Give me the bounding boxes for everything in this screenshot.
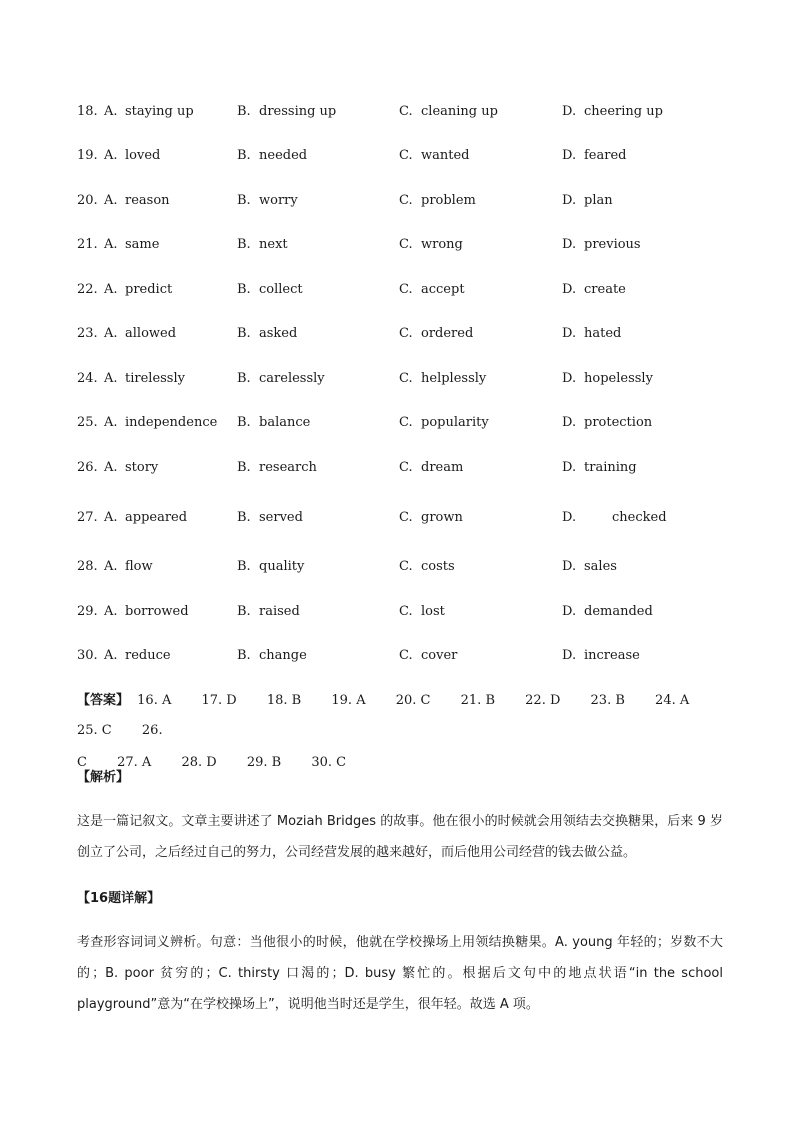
answer-item: 28. D xyxy=(181,755,217,770)
option-b: collect xyxy=(259,282,303,297)
option-c: popularity xyxy=(421,415,489,430)
question-number: 20. xyxy=(77,193,98,208)
answer-item: 24. A xyxy=(655,693,690,708)
option-a: borrowed xyxy=(125,604,189,619)
option-letter: A. xyxy=(104,559,118,574)
option-letter: A. xyxy=(104,415,118,430)
option-letter: D. xyxy=(562,326,577,341)
option-letter: A. xyxy=(104,510,118,525)
option-a: loved xyxy=(125,148,161,163)
answer-item: 26. xyxy=(141,723,163,738)
option-b: quality xyxy=(259,559,305,574)
option-letter: D. xyxy=(562,510,577,525)
question-number: 28. xyxy=(77,559,98,574)
option-letter: D. xyxy=(562,371,577,386)
option-b: served xyxy=(259,510,303,525)
question-row xyxy=(0,234,794,256)
answer-row xyxy=(77,748,727,778)
option-b: needed xyxy=(259,148,308,163)
answer-item: 27. A xyxy=(117,755,152,770)
option-a: story xyxy=(125,460,159,475)
analysis-heading: 【解析】 xyxy=(77,770,130,785)
option-letter: C. xyxy=(399,282,413,297)
option-letter: B. xyxy=(237,371,251,386)
option-letter: A. xyxy=(104,148,118,163)
answer-item: 29. B xyxy=(246,755,282,770)
option-letter: D. xyxy=(562,282,577,297)
option-d: checked xyxy=(612,510,667,525)
answer-item: 21. B xyxy=(460,693,496,708)
question-number: 26. xyxy=(77,460,98,475)
option-c: lost xyxy=(421,604,445,619)
question-number: 24. xyxy=(77,371,98,386)
question-row xyxy=(0,279,794,301)
question-number: 18. xyxy=(77,104,98,119)
answer-item: 30. C xyxy=(311,755,347,770)
option-letter: D. xyxy=(562,559,577,574)
option-c: helplessly xyxy=(421,371,487,386)
option-b: change xyxy=(259,648,307,663)
option-a: staying up xyxy=(125,104,194,119)
option-letter: A. xyxy=(104,604,118,619)
question-row xyxy=(0,145,794,167)
answer-key xyxy=(77,686,727,778)
option-letter: A. xyxy=(104,282,118,297)
option-c: dream xyxy=(421,460,464,475)
option-b: balance xyxy=(259,415,311,430)
option-letter: A. xyxy=(104,371,118,386)
option-letter: B. xyxy=(237,460,251,475)
option-letter: B. xyxy=(237,237,251,252)
option-letter: C. xyxy=(399,193,413,208)
question-number: 19. xyxy=(77,148,98,163)
option-a: same xyxy=(125,237,160,252)
option-letter: B. xyxy=(237,326,251,341)
question-number: 23. xyxy=(77,326,98,341)
option-d: previous xyxy=(584,237,641,252)
option-letter: B. xyxy=(237,148,251,163)
analysis-paragraph: 这是一篇记叙文。文章主要讲述了 Moziah Bridges 的故事。他在很小的时候就会用领结去交换糖果，后来 9 岁创立了公司，之后经过自己的努力，公司经营发展的越来越好，而后他用公司经营的钱去做公益。 xyxy=(77,814,723,860)
option-letter: B. xyxy=(237,510,251,525)
option-letter: C. xyxy=(399,510,413,525)
option-letter: A. xyxy=(104,648,118,663)
option-letter: D. xyxy=(562,148,577,163)
option-b: worry xyxy=(259,193,298,208)
option-b: raised xyxy=(259,604,300,619)
option-c: problem xyxy=(421,193,476,208)
option-letter: B. xyxy=(237,559,251,574)
question-row xyxy=(0,368,794,390)
option-letter: B. xyxy=(237,282,251,297)
option-a: predict xyxy=(125,282,173,297)
option-c: costs xyxy=(421,559,455,574)
option-letter: B. xyxy=(237,415,251,430)
option-d: feared xyxy=(584,148,627,163)
question-row xyxy=(0,323,794,345)
option-c: grown xyxy=(421,510,463,525)
option-c: wanted xyxy=(421,148,470,163)
option-letter: B. xyxy=(237,604,251,619)
option-letter: C. xyxy=(399,460,413,475)
question-row xyxy=(0,601,794,623)
option-letter: C. xyxy=(399,559,413,574)
option-letter: C. xyxy=(399,148,413,163)
question-row xyxy=(0,457,794,479)
answer-item: 16. A xyxy=(137,693,172,708)
option-letter: A. xyxy=(104,460,118,475)
option-letter: B. xyxy=(237,193,251,208)
detail-16-paragraph: 考查形容词词义辨析。句意：当他很小的时候，他就在学校操场上用领结换糖果。A. young 年轻的；岁数不大的；B. poor 贫穷的；C. thirsty 口渴的；D. busy 繁忙的。根据后文句中的地点状语“in the school playground”意为“在学校操场上”，说明他当时还是学生，很年轻。故选 A 项。 xyxy=(77,935,723,1012)
option-letter: C. xyxy=(399,326,413,341)
option-c: wrong xyxy=(421,237,463,252)
option-letter: C. xyxy=(399,104,413,119)
option-c: cover xyxy=(421,648,458,663)
option-letter: A. xyxy=(104,104,118,119)
question-row xyxy=(0,507,794,529)
option-c: cleaning up xyxy=(421,104,498,119)
option-d: sales xyxy=(584,559,617,574)
answer-item: 20. C xyxy=(395,693,431,708)
option-a: appeared xyxy=(125,510,188,525)
question-row xyxy=(0,412,794,434)
answer-item: 25. C xyxy=(77,723,112,738)
option-c: accept xyxy=(421,282,465,297)
option-d: cheering up xyxy=(584,104,663,119)
option-letter: D. xyxy=(562,415,577,430)
detail-16-heading: 【16题详解】 xyxy=(77,891,161,906)
option-d: increase xyxy=(584,648,640,663)
answer-tag: 【答案】 xyxy=(77,693,130,708)
option-letter: D. xyxy=(562,104,577,119)
question-row xyxy=(0,101,794,123)
question-row xyxy=(0,645,794,667)
question-row xyxy=(0,190,794,212)
option-letter: C. xyxy=(399,648,413,663)
answer-item: 18. B xyxy=(266,693,302,708)
option-letter: A. xyxy=(104,193,118,208)
option-d: plan xyxy=(584,193,613,208)
question-number: 21. xyxy=(77,237,98,252)
option-letter: A. xyxy=(104,326,118,341)
option-a: independence xyxy=(125,415,218,430)
option-b: research xyxy=(259,460,317,475)
option-a: allowed xyxy=(125,326,177,341)
option-letter: D. xyxy=(562,193,577,208)
question-number: 25. xyxy=(77,415,98,430)
option-a: reduce xyxy=(125,648,171,663)
answer-item: C xyxy=(77,755,87,770)
answer-item: 23. B xyxy=(590,693,625,708)
option-a: reason xyxy=(125,193,170,208)
option-letter: B. xyxy=(237,648,251,663)
option-letter: D. xyxy=(562,237,577,252)
answer-item: 22. D xyxy=(525,693,561,708)
answer-item: 17. D xyxy=(201,693,237,708)
question-number: 22. xyxy=(77,282,98,297)
question-number: 27. xyxy=(77,510,98,525)
option-letter: C. xyxy=(399,237,413,252)
option-d: demanded xyxy=(584,604,653,619)
option-d: protection xyxy=(584,415,653,430)
option-d: hopelessly xyxy=(584,371,653,386)
option-b: carelessly xyxy=(259,371,325,386)
option-letter: D. xyxy=(562,648,577,663)
option-c: ordered xyxy=(421,326,474,341)
question-number: 30. xyxy=(77,648,98,663)
option-letter: D. xyxy=(562,460,577,475)
answer-item: 19. A xyxy=(331,693,366,708)
option-d: training xyxy=(584,460,637,475)
question-row xyxy=(0,556,794,578)
option-b: asked xyxy=(259,326,298,341)
option-d: hated xyxy=(584,326,622,341)
option-letter: D. xyxy=(562,604,577,619)
option-a: tirelessly xyxy=(125,371,185,386)
option-d: create xyxy=(584,282,626,297)
option-b: next xyxy=(259,237,288,252)
answer-row xyxy=(77,686,727,746)
option-a: flow xyxy=(125,559,153,574)
option-letter: B. xyxy=(237,104,251,119)
option-letter: C. xyxy=(399,371,413,386)
option-letter: C. xyxy=(399,415,413,430)
option-letter: A. xyxy=(104,237,118,252)
question-number: 29. xyxy=(77,604,98,619)
option-b: dressing up xyxy=(259,104,337,119)
option-letter: C. xyxy=(399,604,413,619)
